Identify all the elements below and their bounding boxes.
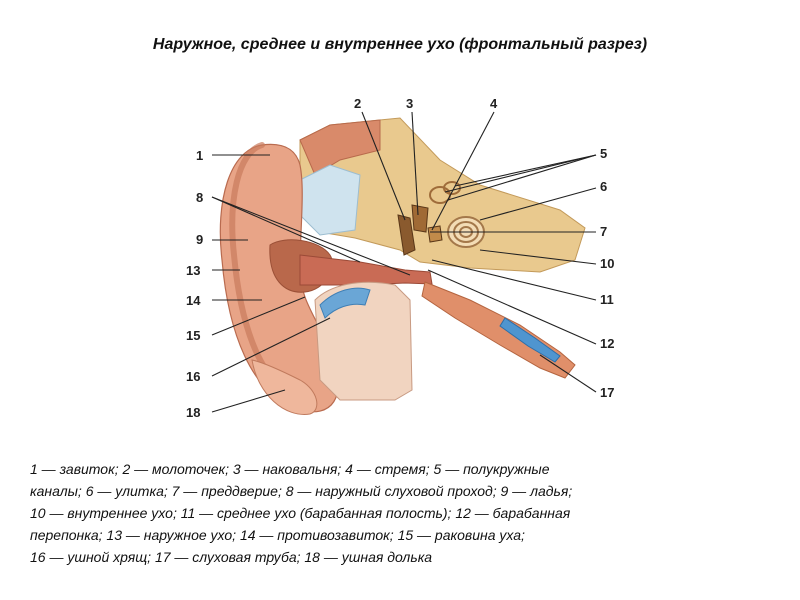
stapes xyxy=(428,226,442,242)
label-12: 12 xyxy=(600,336,615,351)
label-3: 3 xyxy=(406,96,414,111)
label-2: 2 xyxy=(354,96,362,111)
legend-line: каналы; 6 — улитка; 7 — преддверие; 8 — наружный слуховой проход; 9 — ладья; xyxy=(30,483,573,499)
legend-line: 16 — ушной хрящ; 17 — слуховая труба; 18 — ушная долька xyxy=(30,549,433,565)
label-9: 9 xyxy=(196,232,204,247)
label-17: 17 xyxy=(600,385,615,400)
legend-line: 1 — завиток; 2 — молоточек; 3 — наковальня; 4 — стремя; 5 — полукружные xyxy=(30,461,550,477)
label-14: 14 xyxy=(186,293,201,308)
label-8: 8 xyxy=(196,190,204,205)
label-10: 10 xyxy=(600,256,615,271)
mastoid-air-cells xyxy=(300,165,360,235)
incus xyxy=(412,205,428,232)
label-4: 4 xyxy=(490,96,498,111)
legend-line: 10 — внутреннее ухо; 11 — среднее ухо (барабанная полость); 12 — барабанная xyxy=(30,505,571,521)
label-5: 5 xyxy=(600,146,608,161)
diagram-title: Наружное, среднее и внутреннее ухо (фронтальный разрез) xyxy=(152,36,648,53)
label-1: 1 xyxy=(196,148,204,163)
label-16: 16 xyxy=(186,369,201,384)
label-7: 7 xyxy=(600,224,608,239)
ear-canal xyxy=(300,255,432,285)
label-15: 15 xyxy=(186,328,201,343)
legend xyxy=(30,458,740,568)
label-13: 13 xyxy=(186,263,201,278)
label-11: 11 xyxy=(600,292,614,307)
label-18: 18 xyxy=(186,405,201,420)
legend-line: перепонка; 13 — наружное ухо; 14 — противозавиток; 15 — раковина уха; xyxy=(30,527,525,543)
label-6: 6 xyxy=(600,179,608,194)
